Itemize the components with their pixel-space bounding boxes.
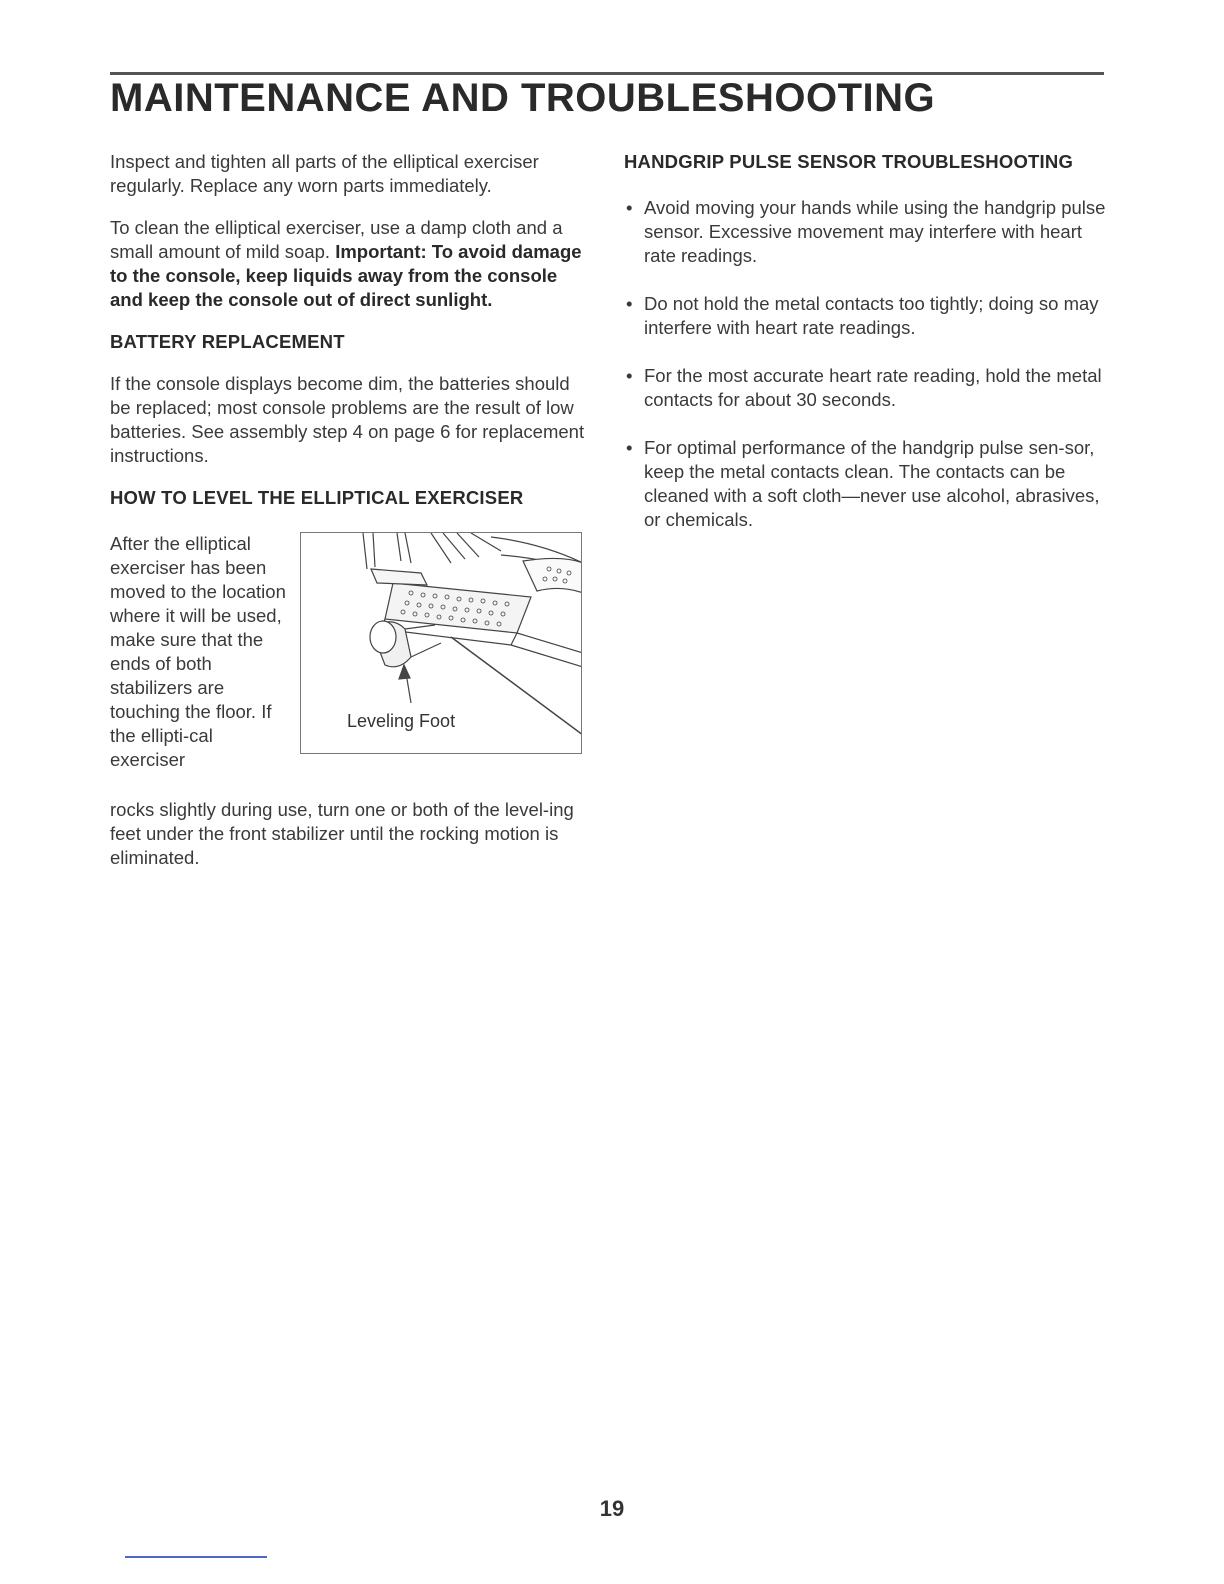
pulse-sensor-heading: HANDGRIP PULSE SENSOR TROUBLESHOOTING bbox=[624, 151, 1074, 172]
leveling-wrapped-text bbox=[110, 532, 290, 772]
leveling-text-end: rocks slightly during use, turn one or both of the level-ing feet under the front stabilizer until the rocking motion is eliminated. bbox=[110, 799, 574, 868]
battery-paragraph: If the console displays become dim, the batteries should be replaced; most console problems are the result of low batteries. See assembly step 4 on page 6 for replacement instructions. bbox=[110, 373, 585, 466]
bullet-icon: • bbox=[626, 293, 633, 314]
list-item bbox=[624, 436, 1110, 532]
page-title: MAINTENANCE AND TROUBLESHOOTING bbox=[110, 76, 936, 120]
bullet-icon: • bbox=[626, 365, 633, 386]
page-number: 19 bbox=[599, 1496, 625, 1521]
right-column bbox=[624, 150, 1110, 556]
list-item-text: Avoid moving your hands while using the handgrip pulse sensor. Excessive movement may interfere with heart rate readings. bbox=[644, 197, 1106, 266]
pulse-sensor-list bbox=[624, 196, 1110, 532]
leveling-foot-label: Leveling Foot bbox=[347, 711, 456, 731]
left-column bbox=[110, 150, 588, 870]
list-item bbox=[624, 364, 1110, 412]
battery-heading: BATTERY REPLACEMENT bbox=[110, 331, 345, 352]
bullet-icon: • bbox=[626, 437, 633, 458]
leveling-section bbox=[110, 532, 588, 798]
list-item bbox=[624, 196, 1110, 268]
leveling-foot-figure bbox=[300, 532, 582, 754]
list-item-text: Do not hold the metal contacts too tightly; doing so may interfere with heart rate readings. bbox=[644, 293, 1099, 338]
list-item bbox=[624, 292, 1110, 340]
level-heading: HOW TO LEVEL THE ELLIPTICAL EXERCISER bbox=[110, 487, 524, 508]
list-item-text: For optimal performance of the handgrip pulse sen-sor, keep the metal contacts clean. The contacts can be cleaned with a soft cloth—never use alcohol, abrasives, or chemicals. bbox=[644, 437, 1100, 530]
list-item-text: For the most accurate heart rate reading, hold the metal contacts for about 30 seconds. bbox=[644, 365, 1102, 410]
intro-paragraph: Inspect and tighten all parts of the elliptical exerciser regularly. Replace any worn parts immediately. bbox=[110, 151, 539, 196]
important-warning: Important: To avoid damage to the console, keep liquids away from the console and keep the console out of direct sunlight. bbox=[110, 241, 582, 310]
title-rule bbox=[110, 72, 1104, 75]
cleaning-paragraph bbox=[110, 216, 588, 312]
leveling-text-start: After the elliptical exerciser has been moved to the location where it will be used, make sure that the ends of both stabilizers are touching the floor. If the ellipti-cal exerciser bbox=[110, 533, 286, 770]
cleaning-text: To clean the elliptical exerciser, use a damp cloth and a small amount of mild soap. bbox=[110, 217, 563, 262]
bullet-icon: • bbox=[626, 197, 633, 218]
footer-rule bbox=[125, 1556, 267, 1558]
